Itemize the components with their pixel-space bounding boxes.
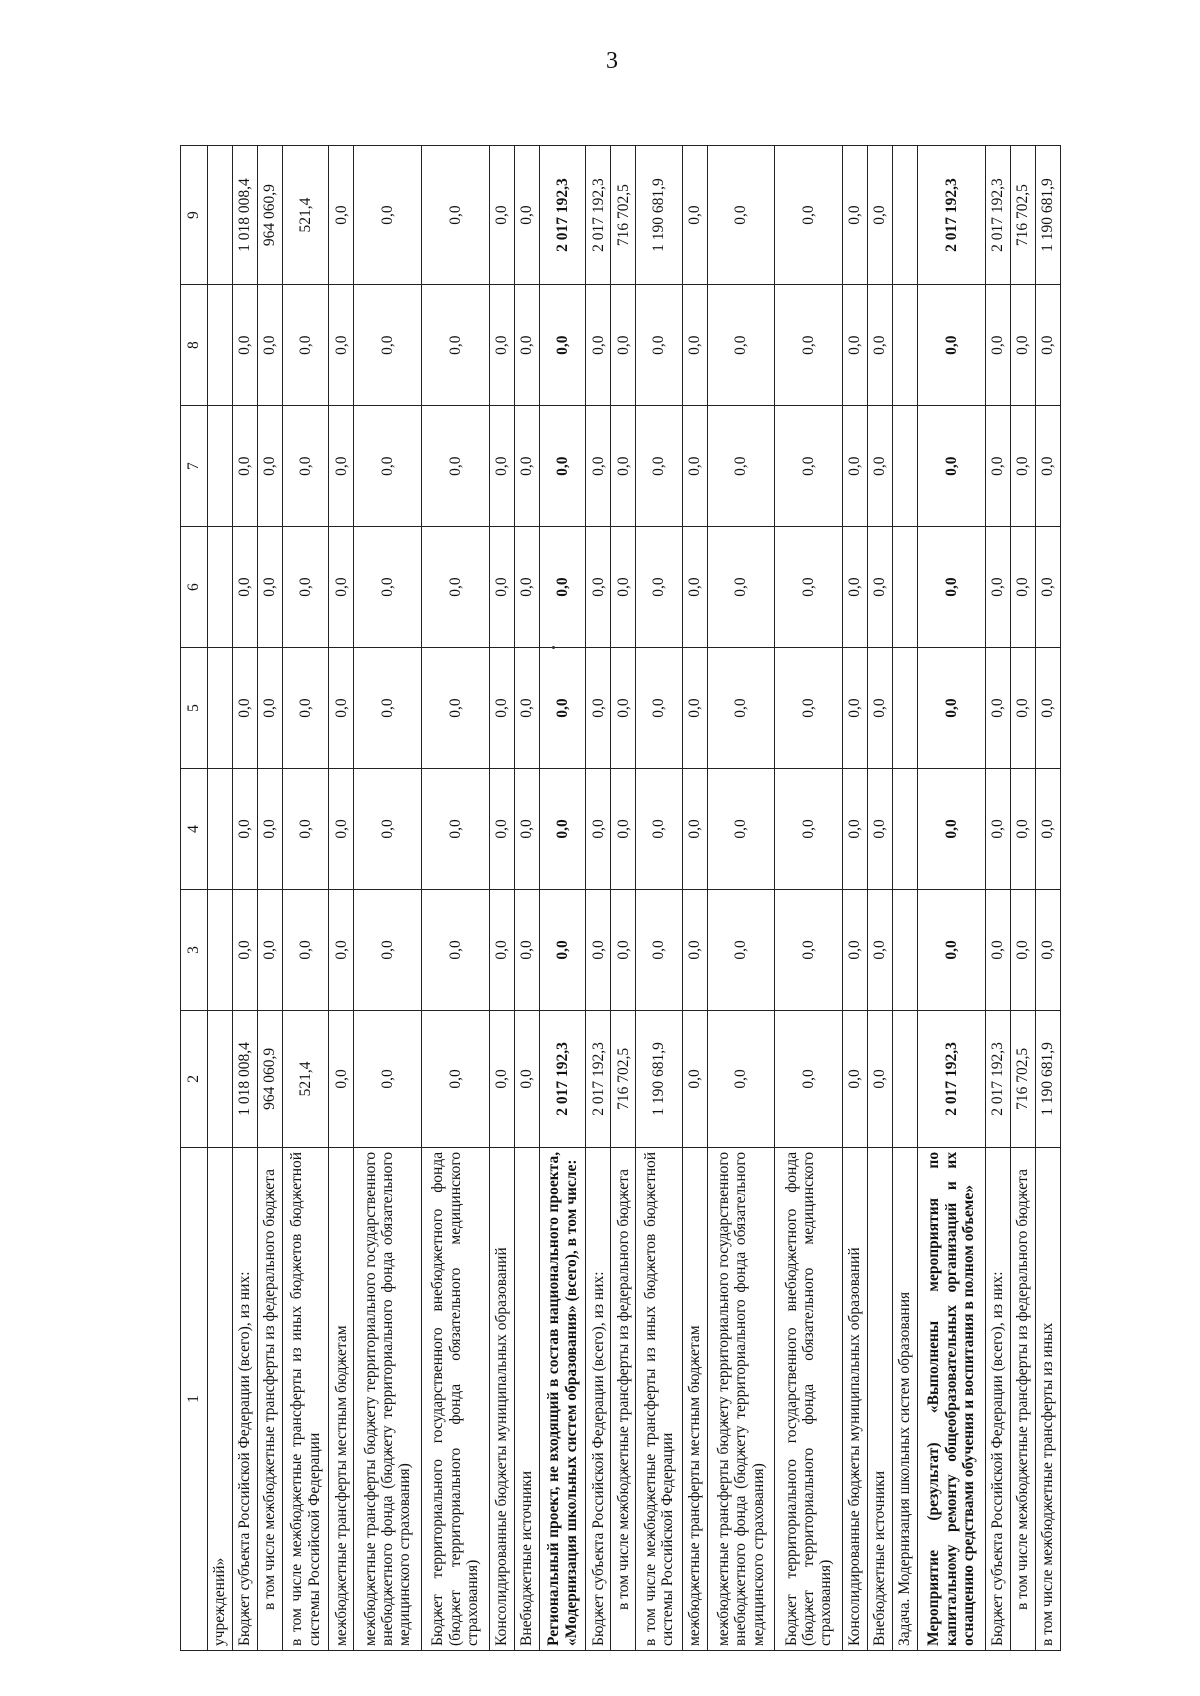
row-label: в том числе межбюджетные трансферты из федерального бюджета [258,1147,283,1650]
cell-col-8: 0,0 [514,285,539,406]
cell-col-6: 0,0 [354,527,422,648]
cell-col-9: 0,0 [422,146,490,285]
cell-col-3: 0,0 [842,889,867,1010]
cell-col-2: 521,4 [283,1010,329,1147]
cell-col-9: 0,0 [682,146,707,285]
cell-col-2: 0,0 [842,1010,867,1147]
row-label: Бюджет территориального государственного внебюджетного фонда (бюджет территориального фонда обязательного медицинского страхования) [422,1147,490,1650]
cell-col-2: 0,0 [682,1010,707,1147]
cell-col-7 [893,406,918,527]
cell-col-9: 0,0 [514,146,539,285]
cell-col-5: 0,0 [707,648,775,769]
cell-col-7: 0,0 [1035,406,1060,527]
cell-col-7: 0,0 [775,406,843,527]
rotated-table-container [180,145,1061,1651]
cell-col-5: 0,0 [611,648,636,769]
cell-col-8: 0,0 [842,285,867,406]
table-row [258,146,283,1651]
cell-col-4: 0,0 [707,769,775,890]
cell-col-8: 0,0 [258,285,283,406]
table-body [208,146,1061,1651]
cell-col-2: 0,0 [707,1010,775,1147]
cell-col-8 [208,285,233,406]
section-row [893,146,918,1651]
cell-col-7: 0,0 [707,406,775,527]
cell-col-3: 0,0 [354,889,422,1010]
cell-col-3: 0,0 [489,889,514,1010]
cell-col-3: 0,0 [586,889,611,1010]
cell-col-7: 0,0 [422,406,490,527]
row-label: учреждений» [208,1147,233,1650]
cell-col-3: 0,0 [636,889,682,1010]
cell-col-4: 0,0 [867,769,892,890]
cell-col-5: 0,0 [985,648,1010,769]
cell-col-7: 0,0 [985,406,1010,527]
cell-col-7: 0,0 [514,406,539,527]
cell-col-3 [893,889,918,1010]
cell-col-4 [893,769,918,890]
cell-col-7: 0,0 [918,406,986,527]
cell-col-7: 0,0 [1010,406,1035,527]
cell-col-6: 0,0 [422,527,490,648]
cell-col-3: 0,0 [867,889,892,1010]
cell-col-2: 2 017 192,3 [985,1010,1010,1147]
cell-col-3: 0,0 [233,889,258,1010]
cell-col-3: 0,0 [329,889,354,1010]
cell-col-6: 0,0 [636,527,682,648]
cell-col-2: 2 017 192,3 [539,1010,585,1147]
cell-col-7: 0,0 [539,406,585,527]
table-row [775,146,843,1651]
cell-col-3: 0,0 [682,889,707,1010]
cell-col-4 [208,769,233,890]
cell-col-7: 0,0 [354,406,422,527]
table-row [586,146,611,1651]
column-header-7: 7 [181,406,208,527]
cell-col-3: 0,0 [422,889,490,1010]
table-row [354,146,422,1651]
cell-col-8: 0,0 [489,285,514,406]
cell-col-9: 716 702,5 [611,146,636,285]
cell-col-5: 0,0 [586,648,611,769]
cell-col-9: 0,0 [842,146,867,285]
cell-col-9: 521,4 [283,146,329,285]
table-row [636,146,682,1651]
cell-col-7: 0,0 [258,406,283,527]
cell-col-3: 0,0 [985,889,1010,1010]
cell-col-6: 0,0 [514,527,539,648]
cell-col-4: 0,0 [918,769,986,890]
cell-col-7 [208,406,233,527]
cell-col-4: 0,0 [539,769,585,890]
cell-col-3: 0,0 [258,889,283,1010]
section-row [208,146,233,1651]
cell-col-7: 0,0 [867,406,892,527]
cell-col-6: 0,0 [707,527,775,648]
table-row [539,146,585,1651]
cell-col-7: 0,0 [636,406,682,527]
table-row [867,146,892,1651]
row-label: Внебюджетные источники [514,1147,539,1650]
cell-col-5: 0,0 [489,648,514,769]
cell-col-8: 0,0 [329,285,354,406]
cell-col-4: 0,0 [514,769,539,890]
cell-col-5: 0,0 [283,648,329,769]
cell-col-9: 2 017 192,3 [539,146,585,285]
cell-col-4: 0,0 [682,769,707,890]
cell-col-9: 0,0 [329,146,354,285]
cell-col-2 [893,1010,918,1147]
cell-col-5: 0,0 [636,648,682,769]
column-header-4: 4 [181,769,208,890]
cell-col-6: 0,0 [1035,527,1060,648]
row-label: межбюджетные трансферты местным бюджетам [682,1147,707,1650]
cell-col-9: 0,0 [867,146,892,285]
cell-col-8 [893,285,918,406]
row-label: в том числе межбюджетные трансферты из иных бюджетов бюджетной системы Российской Федерации [636,1147,682,1650]
column-header-8: 8 [181,285,208,406]
cell-col-5: 0,0 [539,648,585,769]
cell-col-3: 0,0 [918,889,986,1010]
cell-col-2: 0,0 [775,1010,843,1147]
budget-table [180,145,1061,1651]
cell-col-2: 0,0 [514,1010,539,1147]
table-row [611,146,636,1651]
cell-col-4: 0,0 [611,769,636,890]
cell-col-6: 0,0 [586,527,611,648]
cell-col-7: 0,0 [329,406,354,527]
row-label: в том числе межбюджетные трансферты из федерального бюджета [1010,1147,1035,1650]
cell-col-9: 0,0 [707,146,775,285]
cell-col-2: 2 017 192,3 [918,1010,986,1147]
cell-col-6 [893,527,918,648]
cell-col-6: 0,0 [682,527,707,648]
row-label: Внебюджетные источники [867,1147,892,1650]
cell-col-9: 2 017 192,3 [918,146,986,285]
cell-col-8: 0,0 [867,285,892,406]
cell-col-4: 0,0 [329,769,354,890]
column-header-6: 6 [181,527,208,648]
row-label: Бюджет территориального государственного внебюджетного фонда (бюджет территориального фонда обязательного медицинского страхования) [775,1147,843,1650]
cell-col-4: 0,0 [422,769,490,890]
cell-col-6: 0,0 [611,527,636,648]
cell-col-4: 0,0 [233,769,258,890]
cell-col-2: 2 017 192,3 [586,1010,611,1147]
cell-col-6: 0,0 [233,527,258,648]
cell-col-8: 0,0 [707,285,775,406]
cell-col-9: 2 017 192,3 [586,146,611,285]
table-row [489,146,514,1651]
cell-col-2: 0,0 [867,1010,892,1147]
cell-col-3 [208,889,233,1010]
cell-col-8: 0,0 [636,285,682,406]
stray-dot [552,646,555,649]
cell-col-5 [893,648,918,769]
cell-col-6: 0,0 [1010,527,1035,648]
cell-col-8: 0,0 [1035,285,1060,406]
cell-col-7: 0,0 [842,406,867,527]
cell-col-9: 0,0 [354,146,422,285]
cell-col-8: 0,0 [422,285,490,406]
row-label: Региональный проект, не входящий в состав национального проекта, «Модернизация школьных систем образования» (всего), в том числе: [539,1147,585,1650]
cell-col-2: 1 190 681,9 [1035,1010,1060,1147]
cell-col-5: 0,0 [258,648,283,769]
header-row [181,146,208,1651]
cell-col-5: 0,0 [1010,648,1035,769]
table-row [918,146,986,1651]
cell-col-7: 0,0 [586,406,611,527]
cell-col-5: 0,0 [842,648,867,769]
cell-col-8: 0,0 [775,285,843,406]
cell-col-8: 0,0 [918,285,986,406]
cell-col-2: 1 018 008,4 [233,1010,258,1147]
cell-col-6 [208,527,233,648]
row-label: в том числе межбюджетные трансферты из иных бюджетов бюджетной системы Российской Федерации [283,1147,329,1650]
cell-col-9: 964 060,9 [258,146,283,285]
cell-col-4: 0,0 [1010,769,1035,890]
row-label: Бюджет субъекта Российской Федерации (всего), из них: [233,1147,258,1650]
cell-col-4: 0,0 [586,769,611,890]
column-header-5: 5 [181,648,208,769]
cell-col-6: 0,0 [329,527,354,648]
cell-col-7: 0,0 [233,406,258,527]
row-label: Консолидированные бюджеты муниципальных образований [489,1147,514,1650]
cell-col-2: 0,0 [329,1010,354,1147]
cell-col-2 [208,1010,233,1147]
cell-col-6: 0,0 [775,527,843,648]
cell-col-7: 0,0 [611,406,636,527]
cell-col-5: 0,0 [514,648,539,769]
cell-col-7: 0,0 [489,406,514,527]
cell-col-4: 0,0 [842,769,867,890]
cell-col-3: 0,0 [283,889,329,1010]
cell-col-4: 0,0 [1035,769,1060,890]
cell-col-8: 0,0 [283,285,329,406]
cell-col-6: 0,0 [985,527,1010,648]
cell-col-6: 0,0 [867,527,892,648]
page-number: 3 [606,48,618,74]
table-row [707,146,775,1651]
cell-col-9: 1 190 681,9 [1035,146,1060,285]
cell-col-5: 0,0 [867,648,892,769]
row-label: межбюджетные трансферты местным бюджетам [329,1147,354,1650]
cell-col-3: 0,0 [514,889,539,1010]
cell-col-2: 716 702,5 [611,1010,636,1147]
cell-col-6: 0,0 [283,527,329,648]
cell-col-5: 0,0 [329,648,354,769]
cell-col-6: 0,0 [918,527,986,648]
cell-col-9: 2 017 192,3 [985,146,1010,285]
cell-col-2: 0,0 [489,1010,514,1147]
cell-col-2: 0,0 [422,1010,490,1147]
cell-col-8: 0,0 [233,285,258,406]
cell-col-6: 0,0 [489,527,514,648]
cell-col-6: 0,0 [258,527,283,648]
cell-col-5: 0,0 [233,648,258,769]
cell-col-8: 0,0 [682,285,707,406]
table-row [1010,146,1035,1651]
cell-col-9: 0,0 [489,146,514,285]
cell-col-9 [208,146,233,285]
table-row [682,146,707,1651]
cell-col-2: 716 702,5 [1010,1010,1035,1147]
cell-col-8: 0,0 [1010,285,1035,406]
cell-col-3: 0,0 [1010,889,1035,1010]
cell-col-8: 0,0 [985,285,1010,406]
row-label: в том числе межбюджетные трансферты из иных [1035,1147,1060,1650]
cell-col-5: 0,0 [918,648,986,769]
table-row [283,146,329,1651]
table-row [985,146,1010,1651]
cell-col-6: 0,0 [842,527,867,648]
row-label: Консолидированные бюджеты муниципальных образований [842,1147,867,1650]
cell-col-4: 0,0 [258,769,283,890]
cell-col-4: 0,0 [636,769,682,890]
cell-col-5: 0,0 [775,648,843,769]
cell-col-7: 0,0 [682,406,707,527]
cell-col-9: 716 702,5 [1010,146,1035,285]
table-row [514,146,539,1651]
table-row [842,146,867,1651]
cell-col-3: 0,0 [1035,889,1060,1010]
column-header-2: 2 [181,1010,208,1147]
row-label: межбюджетные трансферты бюджету территориального государственного внебюджетного фонда (бюджету территориального фонда обязательного медицинского страхования) [354,1147,422,1650]
cell-col-2: 0,0 [354,1010,422,1147]
cell-col-3: 0,0 [707,889,775,1010]
cell-col-3: 0,0 [611,889,636,1010]
cell-col-8: 0,0 [611,285,636,406]
cell-col-5: 0,0 [354,648,422,769]
cell-col-9: 0,0 [775,146,843,285]
row-label: Бюджет субъекта Российской Федерации (всего), из них: [586,1147,611,1650]
cell-col-5 [208,648,233,769]
table-row [329,146,354,1651]
column-header-9: 9 [181,146,208,285]
cell-col-4: 0,0 [985,769,1010,890]
cell-col-3: 0,0 [775,889,843,1010]
row-label: Бюджет субъекта Российской Федерации (всего), из них: [985,1147,1010,1650]
cell-col-9 [893,146,918,285]
cell-col-7: 0,0 [283,406,329,527]
cell-col-4: 0,0 [775,769,843,890]
table-row [1035,146,1060,1651]
cell-col-2: 964 060,9 [258,1010,283,1147]
cell-col-5: 0,0 [1035,648,1060,769]
column-header-1: 1 [181,1147,208,1650]
cell-col-4: 0,0 [283,769,329,890]
row-label: в том числе межбюджетные трансферты из федерального бюджета [611,1147,636,1650]
cell-col-6: 0,0 [539,527,585,648]
cell-col-5: 0,0 [422,648,490,769]
cell-col-9: 1 018 008,4 [233,146,258,285]
column-header-3: 3 [181,889,208,1010]
cell-col-8: 0,0 [354,285,422,406]
cell-col-4: 0,0 [354,769,422,890]
cell-col-8: 0,0 [586,285,611,406]
cell-col-9: 1 190 681,9 [636,146,682,285]
table-row [233,146,258,1651]
table-row [422,146,490,1651]
cell-col-3: 0,0 [539,889,585,1010]
row-label: Мероприятие (результат) «Выполнены мероприятия по капитальному ремонту общеобразовательных организаций и их оснащению средствами обучения и воспитания в полном объеме» [918,1147,986,1650]
cell-col-8: 0,0 [539,285,585,406]
row-label: межбюджетные трансферты бюджету территориального государственного внебюджетного фонда (бюджету территориального фонда обязательного медицинского страхования) [707,1147,775,1650]
cell-col-5: 0,0 [682,648,707,769]
cell-col-2: 1 190 681,9 [636,1010,682,1147]
row-label: Задача. Модернизация школьных систем образования [893,1147,918,1650]
cell-col-4: 0,0 [489,769,514,890]
